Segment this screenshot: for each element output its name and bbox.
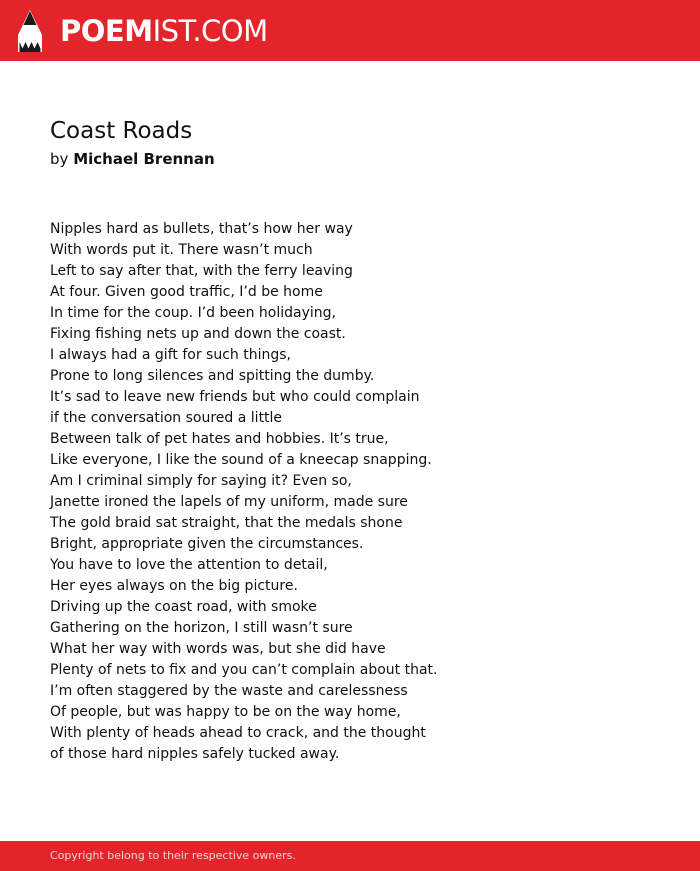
poem-line: Bright, appropriate given the circumstances. [50, 536, 364, 552]
poem-line: Between talk of pet hates and hobbies. It’s true, [50, 431, 389, 447]
poem-byline [50, 149, 215, 169]
poem-line: I’m often staggered by the waste and carelessness [50, 683, 408, 699]
site-logo-text [60, 13, 268, 48]
poem-line: of those hard nipples safely tucked away. [50, 746, 340, 762]
poem-line: Janette ironed the lapels of my uniform, made sure [50, 494, 408, 510]
pen-nib-icon [16, 9, 44, 53]
poem-title: Coast Roads [50, 118, 193, 144]
logo-light-part: IST.COM [152, 13, 268, 48]
site-logo-link[interactable] [16, 8, 268, 54]
poem-line: What her way with words was, but she did have [50, 641, 386, 657]
copyright-notice: Copyright belong to their respective owners. [50, 849, 296, 862]
poem-line: Am I criminal simply for saying it? Even so, [50, 473, 352, 489]
site-header [0, 0, 700, 61]
poem-author: Michael Brennan [73, 150, 215, 168]
poem-line: Nipples hard as bullets, that’s how her way [50, 221, 353, 237]
poem-line: Her eyes always on the big picture. [50, 578, 298, 594]
poem-line: In time for the coup. I’d been holidaying, [50, 305, 337, 321]
poem-line: if the conversation soured a little [50, 410, 283, 426]
poem-line: Like everyone, I like the sound of a kneecap snapping. [50, 452, 432, 468]
poem-line: Prone to long silences and spitting the dumby. [50, 368, 375, 384]
byline-prefix: by [50, 150, 69, 168]
poem-line: Gathering on the horizon, I still wasn’t sure [50, 620, 353, 636]
logo-bold-part: POEM [60, 13, 153, 48]
poem-line: Driving up the coast road, with smoke [50, 599, 317, 615]
poem-body [50, 219, 437, 765]
poem-line: Of people, but was happy to be on the way home, [50, 704, 401, 720]
poem-line: Left to say after that, with the ferry leaving [50, 263, 353, 279]
poem-line: It’s sad to leave new friends but who could complain [50, 389, 420, 405]
poem-line: With plenty of heads ahead to crack, and the thought [50, 725, 426, 741]
poem-line: The gold braid sat straight, that the medals shone [50, 515, 403, 531]
poem-line: You have to love the attention to detail, [50, 557, 328, 573]
poem-line: With words put it. There wasn’t much [50, 242, 313, 258]
poem-line: Plenty of nets to fix and you can’t complain about that. [50, 662, 438, 678]
poem-line: At four. Given good traffic, I’d be home [50, 284, 323, 300]
poem-line: Fixing fishing nets up and down the coast. [50, 326, 346, 342]
site-footer [0, 841, 700, 871]
poem-line: I always had a gift for such things, [50, 347, 291, 363]
